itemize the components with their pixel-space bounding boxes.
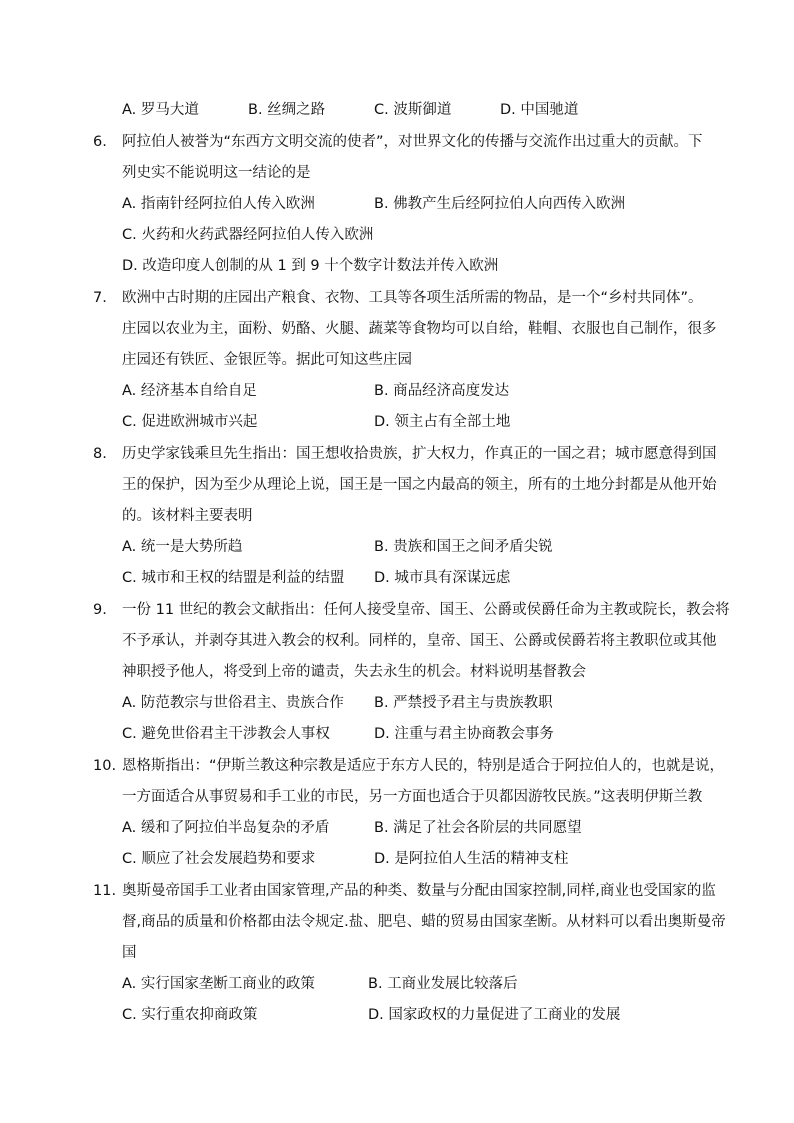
q8-stem-line-3: 的。该材料主要表明: [122, 508, 253, 524]
q11-option-c: C. 实行重农抑商政策: [122, 1007, 258, 1023]
q10-stem-line-1: 恩格斯指出：“伊斯兰教这种宗教是适应于东方人民的，特别是适合于阿拉伯人的，也就是说，: [122, 758, 725, 774]
q6-stem-line-2: 列史实不能说明这一结论的是: [122, 165, 311, 181]
q11-stem-line-2: 督,商品的质量和价格都由法令规定.盐、肥皂、蜡的贸易由国家垄断。从材料可以看出奥斯曼帝: [122, 914, 726, 930]
q10-option-a: A. 缓和了阿拉伯半岛复杂的矛盾: [122, 820, 330, 836]
q9-number: 9.: [93, 602, 107, 618]
q5-option-b: B. 丝绸之路: [248, 102, 326, 118]
q9-stem-line-1: 一份 11 世纪的教会文献指出：任何人接受皇帝、国王、公爵或侯爵任命为主教或院长，教会将: [122, 602, 730, 618]
q9-stem-line-2: 不予承认，并剥夺其进入教会的权利。同样的，皇帝、国王、公爵或侯爵若将主教职位或其他: [122, 633, 717, 649]
q7-stem-line-3: 庄园还有铁匠、金银匠等。据此可知这些庄园: [122, 352, 412, 368]
q9-stem-line-3: 神职授予他人，将受到上帝的谴责，失去永生的机会。材料说明基督教会: [122, 664, 586, 680]
q7-stem-line-2: 庄园以农业为主，面粉、奶酪、火腿、蔬菜等食物均可以自给，鞋帽、衣服也自己制作，很多: [122, 321, 717, 337]
q10-stem-line-2: 一方面适合从事贸易和手工业的市民，另一方面也适合于贝都因游牧民族。”这表明伊斯兰教: [122, 789, 703, 805]
q8-stem-line-2: 王的保护，因为至少从理论上说，国王是一国之内最高的领主，所有的土地分封都是从他开始: [122, 477, 717, 493]
q6-stem-line-1: 阿拉伯人被誉为“东西方文明交流的使者”，对世界文化的传播与交流作出过重大的贡献。下: [122, 134, 703, 150]
q8-stem-line-1: 历史学家钱乘旦先生指出：国王想收拾贵族，扩大权力，作真正的一国之君；城市愿意得到国: [122, 446, 717, 462]
q9-option-d: D. 注重与君主协商教会事务: [374, 726, 554, 742]
q11-option-d: D. 国家政权的力量促进了工商业的发展: [368, 1007, 621, 1023]
q7-option-c: C. 促进欧洲城市兴起: [122, 414, 258, 430]
q9-option-c: C. 避免世俗君主干涉教会人事权: [122, 726, 330, 742]
q8-option-b: B. 贵族和国王之间矛盾尖锐: [374, 539, 553, 555]
q11-stem-line-1: 奥斯曼帝国手工业者由国家管理,产品的种类、数量与分配由国家控制,同样,商业也受国家的监: [122, 883, 716, 899]
q9-option-a: A. 防范教宗与世俗君主、贵族合作: [122, 695, 344, 711]
q11-option-a: A. 实行国家垄断工商业的政策: [122, 976, 315, 992]
q5-option-c: C. 波斯御道: [374, 102, 452, 118]
q9-option-b: B. 严禁授予君主与贵族教职: [374, 695, 553, 711]
q6-option-b: B. 佛教产生后经阿拉伯人向西传入欧洲: [374, 196, 626, 212]
q11-option-b: B. 工商业发展比较落后: [368, 976, 518, 992]
q6-option-a: A. 指南针经阿拉伯人传入欧洲: [122, 196, 315, 212]
q6-number: 6.: [93, 134, 107, 150]
q7-option-d: D. 领主占有全部土地: [374, 414, 511, 430]
q10-option-c: C. 顺应了社会发展趋势和要求: [122, 851, 316, 867]
q10-option-d: D. 是阿拉伯人生活的精神支柱: [374, 851, 569, 867]
q7-stem-line-1: 欧洲中古时期的庄园出产粮食、衣物、工具等各项生活所需的物品，是一个“乡村共同体”。: [122, 290, 703, 306]
q8-option-d: D. 城市具有深谋远虑: [374, 570, 511, 586]
q5-option-d: D. 中国驰道: [500, 102, 579, 118]
q7-option-a: A. 经济基本自给自足: [122, 383, 257, 399]
q11-stem-line-3: 国: [122, 945, 137, 961]
q11-number: 11.: [93, 883, 117, 899]
q10-number: 10.: [93, 758, 117, 774]
q7-number: 7.: [93, 290, 107, 306]
q8-option-c: C. 城市和王权的结盟是利益的结盟: [122, 570, 345, 586]
q6-option-c: C. 火药和火药武器经阿拉伯人传入欧洲: [122, 227, 374, 243]
q10-option-b: B. 满足了社会各阶层的共同愿望: [374, 820, 582, 836]
q5-option-a: A. 罗马大道: [122, 102, 199, 118]
q8-option-a: A. 统一是大势所趋: [122, 539, 243, 555]
q8-number: 8.: [93, 446, 107, 462]
q6-option-d: D. 改造印度人创制的从 1 到 9 十个数字计数法并传入欧洲: [122, 258, 499, 274]
q7-option-b: B. 商品经济高度发达: [374, 383, 510, 399]
